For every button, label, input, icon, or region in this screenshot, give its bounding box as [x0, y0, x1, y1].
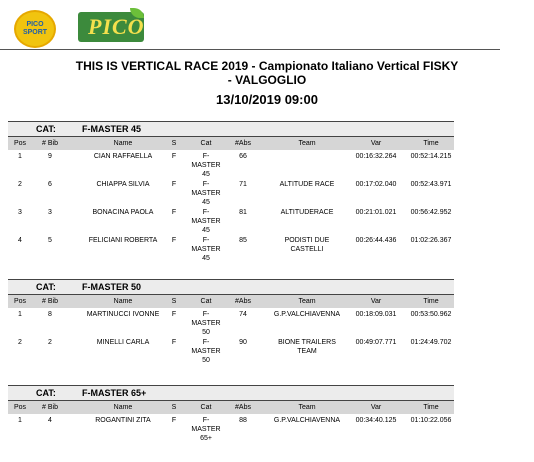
column-header-cat: Cat [200, 298, 212, 305]
table-row [8, 308, 454, 336]
cell-cat: F- MASTER 50 [191, 311, 221, 336]
cell-var: 00:49:07.771 [355, 339, 397, 346]
table-row [8, 150, 454, 178]
column-header-var: Var [370, 140, 382, 147]
results-section [8, 121, 454, 262]
cell-cat: F- MASTER 50 [191, 339, 221, 364]
cell-var: 00:16:32.264 [355, 153, 397, 160]
header-divider [0, 49, 500, 50]
category-label: CAT: [36, 388, 56, 398]
cell-abs: 90 [239, 339, 247, 346]
cell-cat: F- MASTER 45 [191, 237, 221, 262]
cell-var: 00:26:44.436 [355, 237, 397, 244]
cell-s: F [171, 339, 177, 346]
cell-name: BONACINA PAOLA [92, 209, 154, 216]
column-header-row [8, 401, 454, 414]
results-section [8, 385, 454, 442]
column-header-pos: Pos [13, 140, 27, 147]
logo-text: PICO [88, 14, 145, 39]
column-header-var: Var [370, 404, 382, 411]
logo-text: PICO [26, 21, 44, 28]
column-header-time: Time [423, 298, 439, 305]
cell-s: F [171, 153, 177, 160]
cell-pos: 1 [18, 417, 22, 424]
column-header-name: Name [113, 298, 133, 305]
cell-s: F [171, 237, 177, 244]
cell-name: FELICIANI ROBERTA [88, 237, 158, 244]
column-header-row [8, 295, 454, 308]
cell-s: F [171, 417, 177, 424]
column-header-team: Team [298, 298, 316, 305]
cell-time: 00:56:42.952 [410, 209, 452, 216]
column-header-team: Team [298, 140, 316, 147]
cell-s: F [171, 181, 177, 188]
cell-name: ROGANTINI ZITA [95, 417, 151, 424]
logo-text: SPORT [22, 29, 48, 36]
cell-bib: 9 [48, 153, 52, 160]
cell-time: 00:53:50.962 [410, 311, 452, 318]
category-label: CAT: [36, 124, 56, 134]
category-header [8, 279, 454, 295]
category-header [8, 385, 454, 401]
cell-var: 00:18:09.031 [355, 311, 397, 318]
cell-abs: 81 [239, 209, 247, 216]
column-header-cat: Cat [200, 140, 212, 147]
race-title-continued: - VALGOGLIO [227, 73, 307, 87]
cell-abs: 85 [239, 237, 247, 244]
column-header-row [8, 137, 454, 150]
cell-team: ALTITUDE RACE [279, 181, 335, 188]
column-header-name: Name [113, 404, 133, 411]
race-title: THIS IS VERTICAL RACE 2019 - Campionato Italiano Vertical FISKY [75, 59, 459, 73]
cell-abs: 71 [239, 181, 247, 188]
column-header-abs: #Abs [235, 140, 251, 147]
cell-var: 00:17:02.040 [355, 181, 397, 188]
column-header-time: Time [423, 140, 439, 147]
cell-cat: F- MASTER 45 [191, 181, 221, 206]
cell-cat: F- MASTER 45 [191, 153, 221, 178]
cell-pos: 4 [18, 237, 22, 244]
cell-bib: 4 [48, 417, 52, 424]
cell-pos: 2 [18, 339, 22, 346]
cell-var: 00:21:01.021 [355, 209, 397, 216]
cell-team: ALTITUDERACE [280, 209, 334, 216]
pico-logo [78, 8, 148, 44]
category-name: F-MASTER 45 [82, 124, 142, 134]
cell-s: F [171, 311, 177, 318]
cell-time: 00:52:43.971 [410, 181, 452, 188]
category-header [8, 121, 454, 137]
cell-time: 00:52:14.215 [410, 153, 452, 160]
table-row [8, 206, 454, 234]
cell-pos: 2 [18, 181, 22, 188]
cell-bib: 5 [48, 237, 52, 244]
cell-bib: 2 [48, 339, 52, 346]
column-header-pos: Pos [13, 404, 27, 411]
cell-team: G.P.VALCHIAVENNA [273, 417, 341, 424]
cell-team: BIONE TRAILERS TEAM [278, 339, 336, 355]
column-header-s: S [171, 298, 177, 305]
results-section [8, 279, 454, 364]
cell-name: CIAN RAFFAELLA [93, 153, 153, 160]
cell-bib: 6 [48, 181, 52, 188]
column-header-bib: # Bib [42, 298, 58, 305]
cell-var: 00:34:40.125 [355, 417, 397, 424]
category-label: CAT: [36, 282, 56, 292]
column-header-var: Var [370, 298, 382, 305]
column-header-s: S [171, 404, 177, 411]
cell-name: MARTINUCCI IVONNE [86, 311, 160, 318]
cell-time: 01:10:22.056 [410, 417, 452, 424]
table-row [8, 178, 454, 206]
cell-pos: 3 [18, 209, 22, 216]
cell-abs: 66 [239, 153, 247, 160]
cell-pos: 1 [18, 311, 22, 318]
table-row [8, 336, 454, 364]
cell-cat: F- MASTER 65+ [191, 417, 221, 442]
column-header-bib: # Bib [42, 140, 58, 147]
column-header-abs: #Abs [235, 298, 251, 305]
pico-sport-logo [14, 10, 56, 48]
column-header-name: Name [113, 140, 133, 147]
cell-team: PODISTI DUE CASTELLI [284, 237, 330, 253]
cell-abs: 88 [239, 417, 247, 424]
cell-time: 01:24:49.702 [410, 339, 452, 346]
cell-s: F [171, 209, 177, 216]
column-header-s: S [171, 140, 177, 147]
cell-bib: 3 [48, 209, 52, 216]
cell-name: CHIAPPA SILVIA [96, 181, 150, 188]
cell-name: MINELLI CARLA [96, 339, 150, 346]
column-header-team: Team [298, 404, 316, 411]
category-name: F-MASTER 65+ [82, 388, 147, 398]
column-header-time: Time [423, 404, 439, 411]
cell-bib: 8 [48, 311, 52, 318]
table-row [8, 234, 454, 262]
column-header-abs: #Abs [235, 404, 251, 411]
cell-abs: 74 [239, 311, 247, 318]
cell-time: 01:02:26.367 [410, 237, 452, 244]
category-name: F-MASTER 50 [82, 282, 142, 292]
cell-pos: 1 [18, 153, 22, 160]
cell-cat: F- MASTER 45 [191, 209, 221, 234]
table-row [8, 414, 454, 442]
race-date-time: 13/10/2019 09:00 [216, 92, 318, 107]
column-header-bib: # Bib [42, 404, 58, 411]
column-header-cat: Cat [200, 404, 212, 411]
cell-team: G.P.VALCHIAVENNA [273, 311, 341, 318]
column-header-pos: Pos [13, 298, 27, 305]
